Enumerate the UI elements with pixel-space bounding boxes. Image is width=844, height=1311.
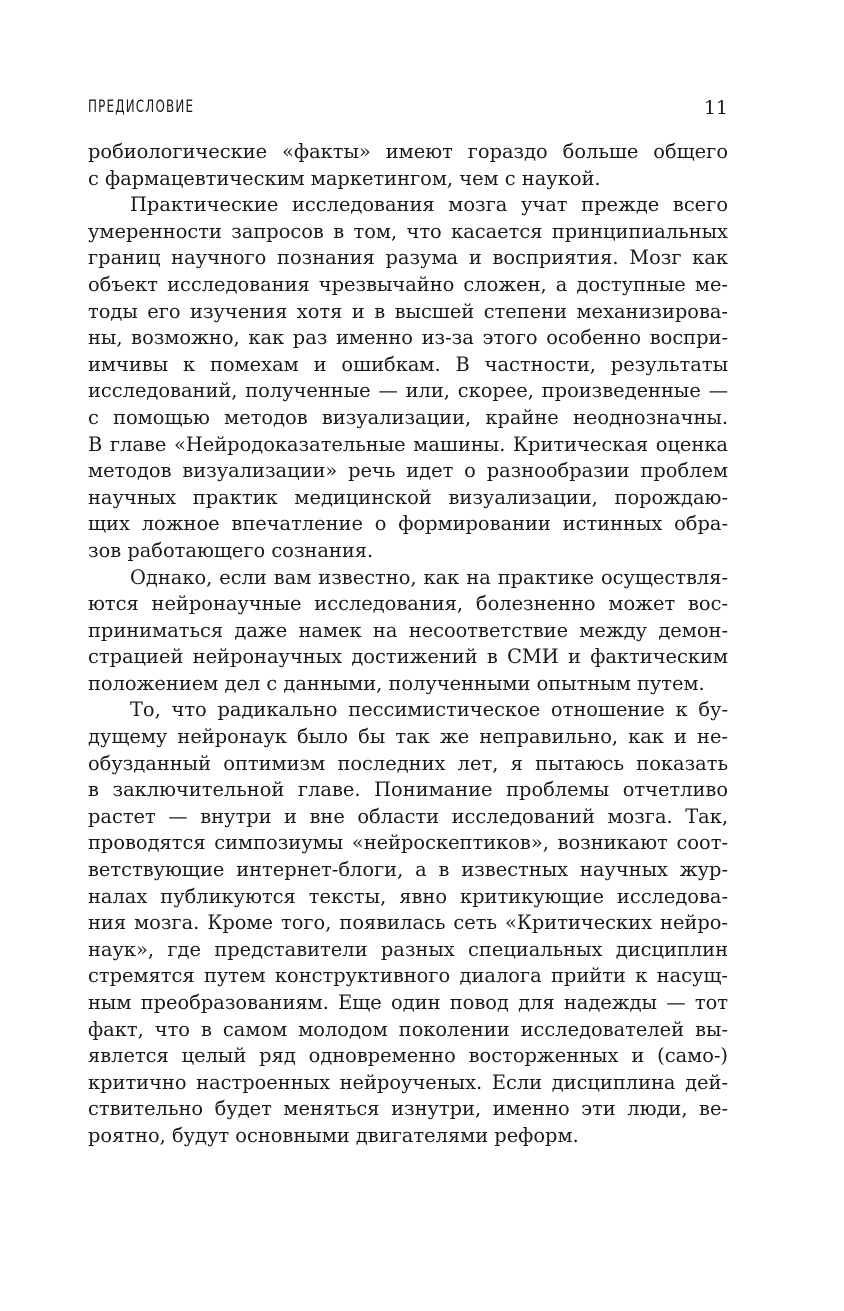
text-line: дущему нейронаук было бы так же неправильно, как и не- [88,725,728,749]
text-line: ются нейронаучные исследования, болезненно может вос- [88,592,728,616]
text-line: приниматься даже намек на несоответствие между демон- [88,618,728,642]
text-line: обузданный оптимизм последних лет, я пытаюсь показать [88,751,728,775]
text-line: методов визуализации» речь идет о разнообразии проблем [88,459,728,483]
text-line: явлется целый ряд одновременно восторженных и (само-) [88,1044,728,1068]
text-line: робиологические «факты» имеют гораздо больше общего [88,140,728,163]
text-line: Практические исследования мозга учат прежде всего [130,193,728,217]
text-line: щих ложное впечатление о формировании истинных обра- [88,512,728,536]
text-line: страцией нейронаучных достижений в СМИ и фактическим [88,645,728,669]
text-line: умеренности запросов в том, что касается принципиальных [88,219,728,243]
text-line: ния мозга. Кроме того, появилась сеть «Критических нейро- [88,911,728,935]
text-line: наук», где представители разных специальных дисциплин [88,937,728,961]
text-line: ны, возможно, как раз именно из-за этого особенно воспри- [88,326,728,350]
text-line: То, что радикально пессимистическое отношение к бу- [130,698,728,722]
text-line: с фармацевтическим маркетингом, чем с наукой. [88,166,601,190]
text-line: факт, что в самом молодом поколении исследователей вы- [88,1017,728,1041]
text-line: ным преобразованиям. Еще один повод для надежды — тот [88,991,728,1014]
running-head: ПРЕДИСЛОВИЕ [88,97,195,117]
text-line: зов работающего сознания. [88,538,374,562]
text-line: тоды его изучения хотя и в высшей степени механизирова- [88,299,728,323]
text-line: ствительно будет меняться изнутри, именно эти люди, ве- [88,1097,728,1121]
text-line: стремятся путем конструктивного диалога прийти к насущ- [88,964,728,988]
text-line: растет — внутри и вне области исследований мозга. Так, [88,804,728,828]
body-text [88,139,728,1150]
text-line: в заключительной главе. Понимание проблемы отчетливо [88,778,728,802]
text-line: критично настроенных нейроученых. Если дисциплина дей- [88,1070,728,1094]
text-line: с помощью методов визуализации, крайне неоднозначны. [88,405,728,429]
text-line: налах публикуются тексты, явно критикующие исследова- [88,884,728,908]
text-line: ветствующие интернет-блоги, а в известных научных жур- [88,858,728,882]
text-line: научных практик медицинской визуализации, порождаю- [88,485,728,509]
text-line: положением дел с данными, полученными опытным путем. [88,671,705,695]
text-line: имчивы к помехам и ошибкам. В частности, результаты [88,352,728,376]
page-number: 11 [703,97,728,119]
text-line: Однако, если вам известно, как на практике осуществля- [130,565,728,589]
text-line: проводятся симпозиумы «нейроскептиков», возникают соот- [88,831,728,855]
text-line: исследований, полученные — или, скорее, произведенные — [88,379,728,403]
text-line: объект исследования чрезвычайно сложен, а доступные ме- [88,272,728,296]
text-line: роятно, будут основными двигателями реформ. [88,1123,579,1147]
text-line: В главе «Нейродоказательные машины. Критическая оценка [88,432,728,456]
text-line: границ научного познания разума и восприятия. Мозг как [88,246,728,270]
